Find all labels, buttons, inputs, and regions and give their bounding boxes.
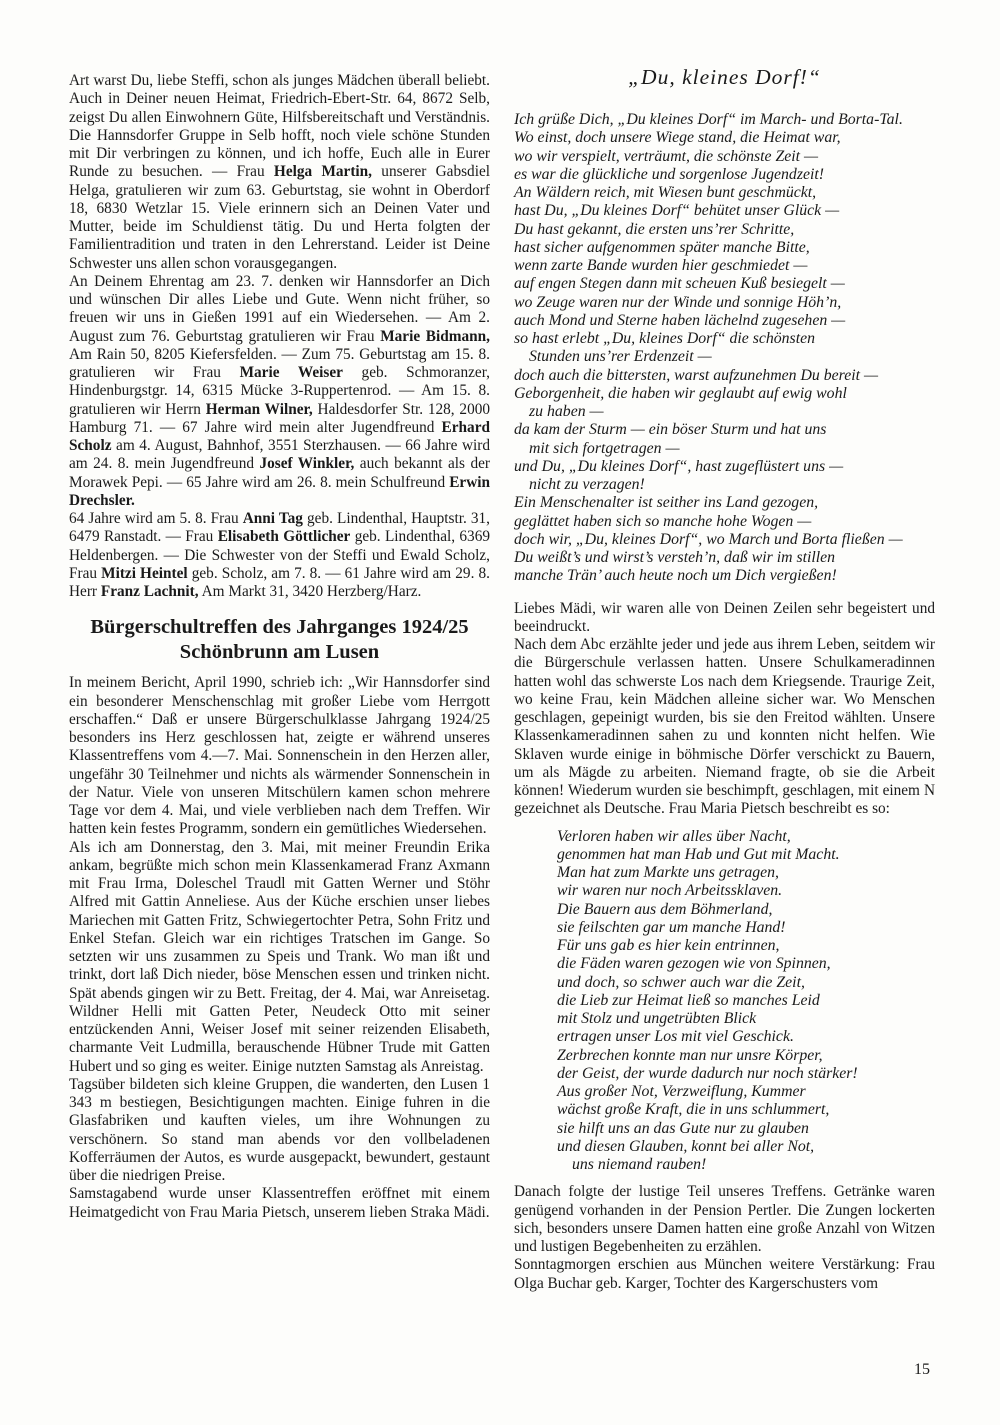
page-number: 15 <box>914 1361 930 1378</box>
section-heading <box>69 615 490 665</box>
poem-line: Du weißt’s und wirst’s versteh’n, daß wir im stillen <box>514 549 836 566</box>
poem-line: Für uns gab es hier kein entrinnen, <box>557 937 780 954</box>
paragraph-bericht-april-1990: In meinem Bericht, April 1990, schrieb ich: „Wir Hannsdorfer sind ein besonderer Menschenschlag mit großer Liebe vom Herrgott erschaffen.“ Daß er unsere Bürgerschulklasse Jahrgang 1924/25 besonders ins Herz geschlossen hat, zeigte er während unseres Klassentreffens vom 4.—7. Mai. Sonnenschein in den Herzen aller, ungefähr 30 Teilnehmer und nichts als wärmender Sonnenschein in der Natur. Viele von unseren Mitschülern kamen schon mehrere Tage vor dem 4. Mai, und viele verblieben nach dem Treffen. Wir hatten kein festes Programm, sondern ein gemütliches Wiedersehen. <box>69 674 490 838</box>
poem-du-kleines-dorf <box>514 111 935 586</box>
bold-name: Marie Weiser <box>239 364 343 381</box>
paragraph-more-birthdays <box>69 510 490 601</box>
poem-line: und doch, so schwer auch war die Zeit, <box>557 973 805 991</box>
poem-line: auch Mond und Sterne haben lächelnd zugesehen — <box>514 311 846 329</box>
text-segment: Art warst Du, liebe Steffi, schon als junges Mädchen überall beliebt. Auch in Deiner neuen Heimat, Friedrich-Ebert-Str. 64, 8672 Selb, zeigst Du allen Einwohnern Güte, Hilfsbereitschaft und Verständnis. Die Hannsdorfer Gruppe in Selb hofft, noch viele schöne Stunden mit Dir verbringen zu können, und ich hoffe, Euch alle in Eurer Runde zu besuchen. — Frau <box>69 72 490 181</box>
text-segment: Am Markt 31, 3420 Herzberg/Harz. <box>198 583 422 600</box>
poem-title: „Du, kleines Dorf!“ <box>628 65 821 89</box>
paragraph-nach-dem-abc: Nach dem Abc erzählte jeder und jede aus ihrem Leben, seitdem wir die Bürgerschule verlassen hatten. Unsere Schulkameradinnen hatten wohl das schwerste Los nach dem Kriegsende. Traurige Zeit, wo keine Frau, kein Mädchen alleine sicher war. Wo Menschen geschlagen, gepeinigt wurden, bis sie den Freitod wählten. Unsere Klassenkameradinnen sahen zu und konnten nicht helfen. Wie Sklaven wurde einige in böhmische Dörfer verschickt zu Bauern, um als Mägde zu arbeiten. Niemand fragte, ob sie die Arbeit können! Wiederum wurden sie beschimpft, geschlagen, mit einem N gezeichnet als Deutsche. Frau Maria Pietsch beschreibt es so: <box>514 636 935 818</box>
poem-line: und Du, „Du kleines Dorf“, hast zugeflüstert uns — <box>514 457 844 475</box>
text-segment: am 4. August, Bahnhof, 3551 Sterzhausen. — 66 Jahre wird am 24. 8. mein Jugendfreund <box>69 437 490 473</box>
bold-name: Franz Lachnit, <box>100 583 199 600</box>
poem-line: An Wäldern reich, mit Wiesen bunt geschmückt, <box>514 184 817 201</box>
poem-line: sie hilft uns an das Gute nur zu glauben <box>557 1119 809 1137</box>
poem-line: und diesen Glauben, konnt bei aller Not, <box>557 1137 815 1155</box>
poem-line: uns niemand rauben! <box>572 1156 707 1173</box>
poem-line: mit Stolz und ungetrübten Blick <box>557 1010 757 1027</box>
poem-line: auf engen Stegen dann mit scheuen Kuß besiegelt — <box>514 275 845 293</box>
bold-name: Mitzi Heintel <box>101 564 188 582</box>
poem-line: manche Trän’ auch heute noch um Dich vergießen! <box>514 567 837 585</box>
poem-line: da kam der Sturm — ein böser Sturm und hat uns <box>514 421 827 439</box>
poem-line: wächst große Kraft, die in uns schlummert, <box>557 1101 830 1119</box>
poem-line: doch auch die bittersten, warst aufzunehmen Du bereit — <box>514 366 879 384</box>
poem-line: ertragen unser Los mit viel Geschick. <box>557 1028 794 1046</box>
poem-line: doch wir, „Du, kleines Dorf“, wo March und Borta fließen — <box>514 530 903 548</box>
bold-name: Elisabeth Göttlicher <box>217 528 351 546</box>
text-segment: An Deinem Ehrentag am 23. 7. denken wir Hannsdorfer an Dich und wünschen Dir alles Liebe und Gute. Wenn nicht früher, so freuen wir uns in Gießen 1991 auf ein Wiedersehen. — Am 2. August zum 76. Geburtstag gratulieren wir Frau <box>69 272 490 345</box>
poem-verloren-ueber-nacht <box>557 828 935 1175</box>
poem-line: wo Zeuge waren nur der Winde und sonnige Höh’n, <box>514 293 842 311</box>
bold-name: Erwin Drechsler. <box>69 473 490 509</box>
poem-line: genommen hat man Hab und Gut mit Macht. <box>557 845 840 863</box>
poem-line: hast Du, „Du kleines Dorf“ behütet unser Glück — <box>514 202 840 220</box>
text-segment: geb. Lindenthal, Hauptstr. 31, 6479 Ranstadt. — Frau <box>69 510 490 546</box>
poem-line: Zerbrechen konnte man nur unsre Körper, <box>557 1046 823 1064</box>
poem-line: die Fäden waren gezogen wie von Spinnen, <box>557 955 831 973</box>
poem-line: Aus großer Not, Verzweiflung, Kummer <box>557 1083 806 1100</box>
paragraph-sonntagmorgen: Sonntagmorgen erschien aus München weitere Verstärkung: Frau Olga Buchar geb. Karger, Tochter des Kargerschusters vom <box>514 1256 935 1292</box>
poem-line: wenn zarte Bande wurden hier geschmiedet — <box>514 257 808 274</box>
poem-line: Ich grüße Dich, „Du kleines Dorf“ im March- und Borta-Tal. <box>514 111 903 128</box>
poem-line: Stunden uns’rer Erdenzeit — <box>529 348 712 366</box>
paragraph-anreise-donnerstag: Als ich am Donnerstag, den 3. Mai, mit meiner Freundin Erika ankam, begrüßte mich schon mein Klassenkamerad Franz Axmann mit Frau Irma, Doleschel Traudl mit Gatten Werner und Stöhr Alfred mit Gattin Anneliese. Aus der Küche erschien unser liebes Mariechen mit Gatten Fritz, Schwiegertochter Petra, Sohn Fritz und Enkel Stefan. Gleich war ein richtiges Tratschen im Gange. So setzten wir uns zusammen zu Speis und Trank. Wo man ißt und trinkt, dort laß Dich nieder, böse Menschen essen und trinken nicht. Spät abends gingen wir zu Bett. Freitag, der 4. Mai, war Anreisetag. Wildner Helli mit Gatten Peter, Neudeck Otto mit seiner entzückenden Anni, Weiser Josef mit seiner reizenden Elisabeth, charmante Veit Ludmilla, berauschende Hübner Trude mit Gatten Hubert und so ging es weiter. Einige nutzten Samstag als Anreistag. <box>69 838 490 1075</box>
text-segment: auch bekannt als der Morawek Pepi. — 65 Jahre wird am 26. 8. mein Schulfreund <box>69 455 490 491</box>
poem-line: die Lieb zur Heimat ließ so manches Leid <box>557 991 820 1009</box>
text-segment: 64 Jahre wird am 5. 8. Frau <box>69 510 243 527</box>
paragraph-tagsueber-gruppen: Tagsüber bildeten sich kleine Gruppen, die wanderten, den Lusen 1 343 m bestiegen, Besichtigungen machten. Einige fuhren in die Glasfabriken und kauften vieles, um ihre Wohnungen zu verschönern. So stand man abends vor den vollbeladenen Kofferräumen der Autos, es wurde ausgepackt, bewundert, gestaunt über die niedrigen Preise. <box>69 1075 490 1184</box>
section-heading-line2: Schönbrunn am Lusen <box>179 641 380 664</box>
poem-line: Man hat zum Markte uns getragen, <box>557 864 780 881</box>
bold-name: Marie Bidmann, <box>380 327 490 345</box>
left-column <box>69 72 490 1222</box>
poem-line: Wo einst, doch unsere Wiege stand, die Heimat war, <box>514 129 841 147</box>
poem-line: Ein Menschenalter ist seither ins Land gezogen, <box>514 494 819 512</box>
poem-line: Verloren haben wir alles über Nacht, <box>557 827 791 845</box>
text-segment: geb. Lindenthal, 6369 Heldenbergen. — Die Schwester von der Steffi und Ewald Scholz, Frau <box>69 528 490 582</box>
paragraph-august-birthdays <box>69 273 490 510</box>
poem-line: geglättet haben sich so manche hohe Wogen — <box>514 512 812 530</box>
section-heading-line1: Bürgerschultreffen des Jahrganges 1924/25 <box>90 616 469 639</box>
paragraph-liebes-maedi: Liebes Mädi, wir waren alle von Deinen Zeilen sehr begeistert und beeindruckt. <box>514 599 935 635</box>
poem-line: hast sicher aufgenommen später manche Bitte, <box>514 238 810 256</box>
bold-name: Josef Winkler, <box>259 455 355 473</box>
text-segment: Am Rain 50, 8205 Kiefersfelden. — Zum 75. Geburtstag am 15. 8. gratulieren wir Frau <box>69 345 490 381</box>
right-column <box>514 64 935 1293</box>
text-segment: geb. Schmoranzer, Hindenburgstgr. 14, 6315 Mücke 3-Ruppertenrod. — Am 15. 8. gratulieren wir Herrn <box>69 364 490 418</box>
poem-line: wir waren nur noch Arbeitssklaven. <box>557 882 783 900</box>
poem-line: wo wir verspielt, verträumt, die schönste Zeit — <box>514 147 819 165</box>
poem-line: sie feilschten gar um manche Hand! <box>557 918 786 936</box>
text-segment: unserer Gabsdiel Helga, gratulieren wir zum 63. Geburtstag, sie wohnt in Oberdorf 18, 6830 Wetzlar 15. Viele erinnern sich an Deinen Vater und Mutter, beide im Schuldienst tätig. Du und Herta folgten der Familientradition und traten in den Lehrerstand. Leider ist Deine Schwester uns allen schon vorausgegangen. <box>69 163 490 272</box>
bold-name: Herman Wilner, <box>205 400 313 418</box>
bold-name: Anni Tag <box>242 510 303 527</box>
text-segment: geb. Scholz, am 7. 8. — 61 Jahre wird am 29. 8. Herr <box>69 564 490 600</box>
paragraph-steffi-greeting <box>69 72 490 273</box>
poem-line: zu haben — <box>529 403 604 420</box>
bold-name: Erhard Scholz <box>69 418 490 454</box>
paragraph-samstagabend-eroeffnung: Samstagabend wurde unser Klassentreffen eröffnet mit einem Heimatgedicht von Frau Maria Pietsch, unserem lieben Straka Mädi. <box>69 1185 490 1221</box>
poem-line: so hast erlebt „Du, kleines Dorf“ die schönsten <box>514 330 815 347</box>
poem-line: der Geist, der wurde dadurch nur noch stärker! <box>557 1064 858 1082</box>
poem-line: Du hast gekannt, die ersten uns’rer Schritte, <box>514 220 795 238</box>
paragraph-danach-lustiger-teil: Danach folgte der lustige Teil unseres Treffens. Getränke waren genügend vorhanden in der Pension Pertler. Die Zungen lockerten sich, besonders unsere Damen hatten eine große Anzahl von Witzen und lustigen Begebenheiten zu erzählen. <box>514 1183 935 1255</box>
poem-line: nicht zu verzagen! <box>529 476 645 493</box>
poem-line: es war die glückliche und sorgenlose Jugendzeit! <box>514 165 825 183</box>
poem-line: mit sich fortgetragen — <box>529 439 680 457</box>
poem-line: Geborgenheit, die haben wir geglaubt auf ewig wohl <box>514 384 847 402</box>
text-segment: Haldesdorfer Str. 128, 2000 Hamburg 71. — 67 Jahre wird mein alter Jugendfreund <box>69 400 491 436</box>
poem-line: Die Bauern aus dem Böhmerland, <box>557 900 773 918</box>
bold-name: Helga Martin, <box>273 163 373 181</box>
